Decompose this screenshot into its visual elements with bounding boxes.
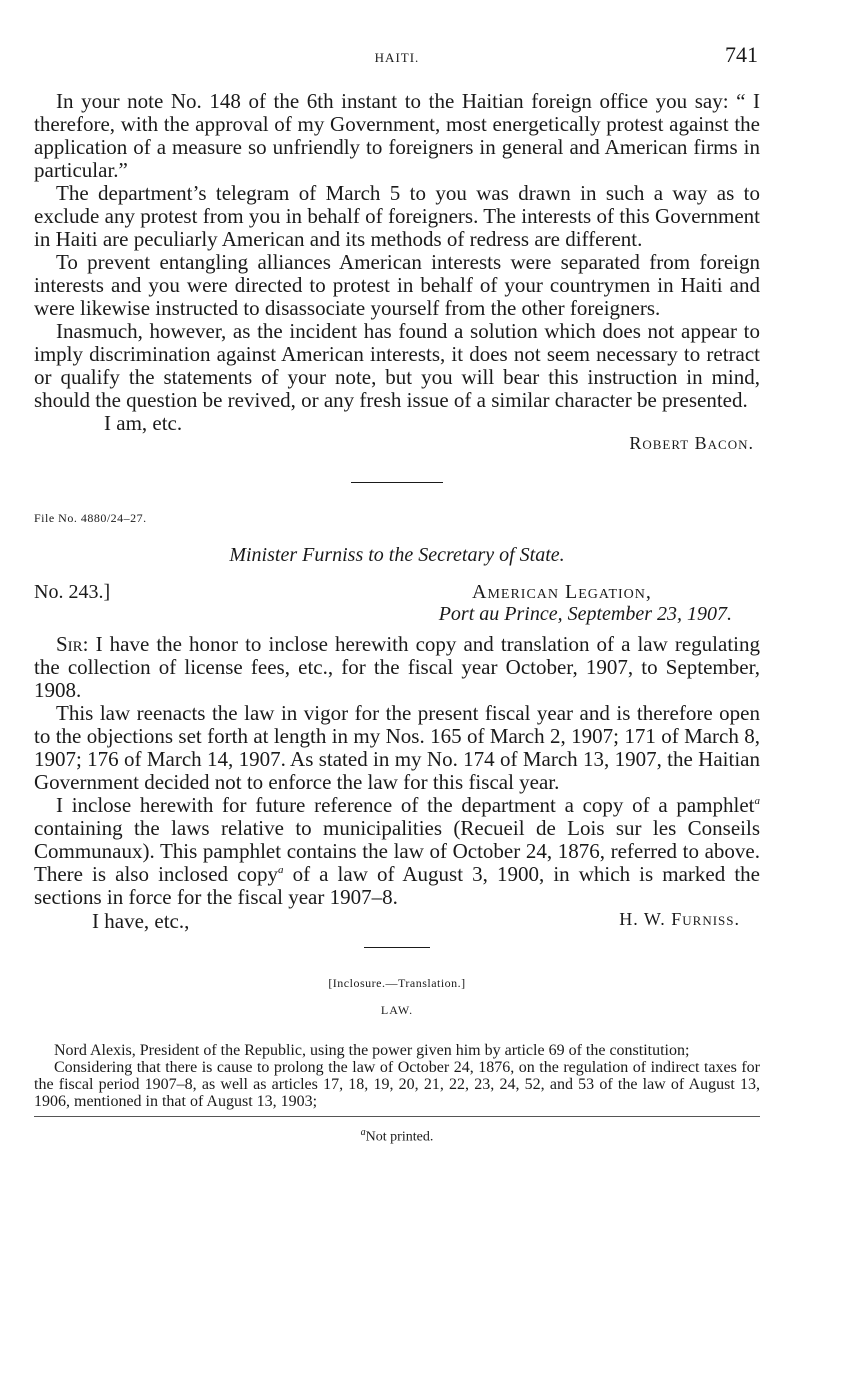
law-paragraph: Considering that there is cause to prolong the law of October 24, 1876, on the regulation of indirect taxes for the fiscal period 1907–8, as well as articles 17, 18, 19, 20, 21, 22, 23, 24, 52, and 53 of the law of August 13, 1906, mentioned in that of August 13, 1903;: [34, 1059, 760, 1110]
page-number: 741: [725, 42, 758, 67]
legation-name: American Legation,: [472, 581, 652, 603]
letter-1-signature: Robert Bacon.: [629, 433, 754, 453]
letter-2-closing: I have, etc.,: [92, 909, 190, 933]
footnote-marker: a: [754, 795, 760, 807]
paragraph-text: containing the laws relative to municipalities (Recueil de Lois sur les Conseils Communaux). This pamphlet contains the law of October 24, 1876, referred to above. There is also inclosed copy: [34, 816, 760, 886]
document-page: [34, 40, 760, 1146]
section-divider: [351, 482, 443, 483]
letter-2-closing-row: [34, 909, 760, 935]
running-head: [34, 40, 760, 74]
law-text: [34, 1042, 760, 1110]
paragraph-text: of a law of August 3, 1900, in which is marked the sections in force for the fiscal year 1907–8.: [34, 862, 760, 909]
letter-2-address-block: [34, 581, 760, 627]
letter-1-body: [34, 90, 760, 412]
footnote-text: Not printed.: [365, 1129, 434, 1145]
salutation: Sir:: [56, 632, 89, 656]
enclosure-label: [Inclosure.—Translation.]: [328, 976, 466, 990]
paragraph-text: I inclose herewith for future reference of the department a copy of a pamphlet: [56, 793, 755, 817]
letter-2-body: [34, 633, 760, 909]
letter-2-paragraph-text: I have the honor to inclose herewith copy and translation of a law regulating the collection of license fees, etc., for the fiscal year October, 1907, to September, 1908.: [34, 632, 760, 702]
footnote-mark: a: [360, 1127, 366, 1138]
letter-2-paragraph: [34, 794, 760, 909]
letter-2-paragraph: [34, 633, 760, 702]
despatch-number: No. 243.]: [34, 581, 111, 603]
letter-1-closing: I am, etc.: [104, 411, 183, 435]
section-divider: [364, 947, 430, 948]
footnote-rule: [34, 1116, 760, 1117]
letter-1-paragraph: In your note No. 148 of the 6th instant to the Haitian foreign office you say: “ I therefore, with the approval of my Government, most energetically protest against the application of a measure so unfriendly to foreigners in general and American firms in particular.”: [34, 89, 760, 182]
place-and-date: Port au Prince, September 23, 1907.: [438, 603, 732, 625]
letter-2-signature: H. W. Furniss.: [619, 909, 740, 929]
running-title: HAITI.: [374, 50, 420, 65]
footnote-marker: a: [277, 864, 284, 876]
footnote: [34, 1127, 760, 1146]
letter-2-paragraph: This law reenacts the law in vigor for the present fiscal year and is therefore open to the objections set forth at length in my Nos. 165 of March 2, 1907; 171 of March 8, 1907; 176 of March 14, 1907. As stated in my No. 174 of March 13, 1907, the Haitian Government decided not to enforce the law for this fiscal year.: [34, 701, 760, 794]
letter-2-heading: Minister Furniss to the Secretary of State.: [229, 544, 565, 566]
law-paragraph: Nord Alexis, President of the Republic, using the power given him by article 69 of the constitution;: [54, 1042, 690, 1059]
law-heading: LAW.: [380, 1003, 414, 1017]
letter-1-paragraph: The department’s telegram of March 5 to you was drawn in such a way as to exclude any protest from you in behalf of foreigners. The interests of this Government in Haiti are peculiarly American and its methods of redress are different.: [34, 181, 760, 251]
letter-1-paragraph: To prevent entangling alliances American interests were separated from foreign interests and you were directed to protest in behalf of your countrymen in Haiti and were likewise instructed to disassociate yourself from the other foreigners.: [34, 250, 760, 320]
letter-1-paragraph: Inasmuch, however, as the incident has found a solution which does not appear to imply discrimination against American interests, it does not seem necessary to retract or qualify the statements of your note, but you will bear this instruction in mind, should the question be revived, or any fresh issue of a similar character be presented.: [34, 319, 760, 412]
file-number: File No. 4880/24–27.: [34, 511, 147, 525]
